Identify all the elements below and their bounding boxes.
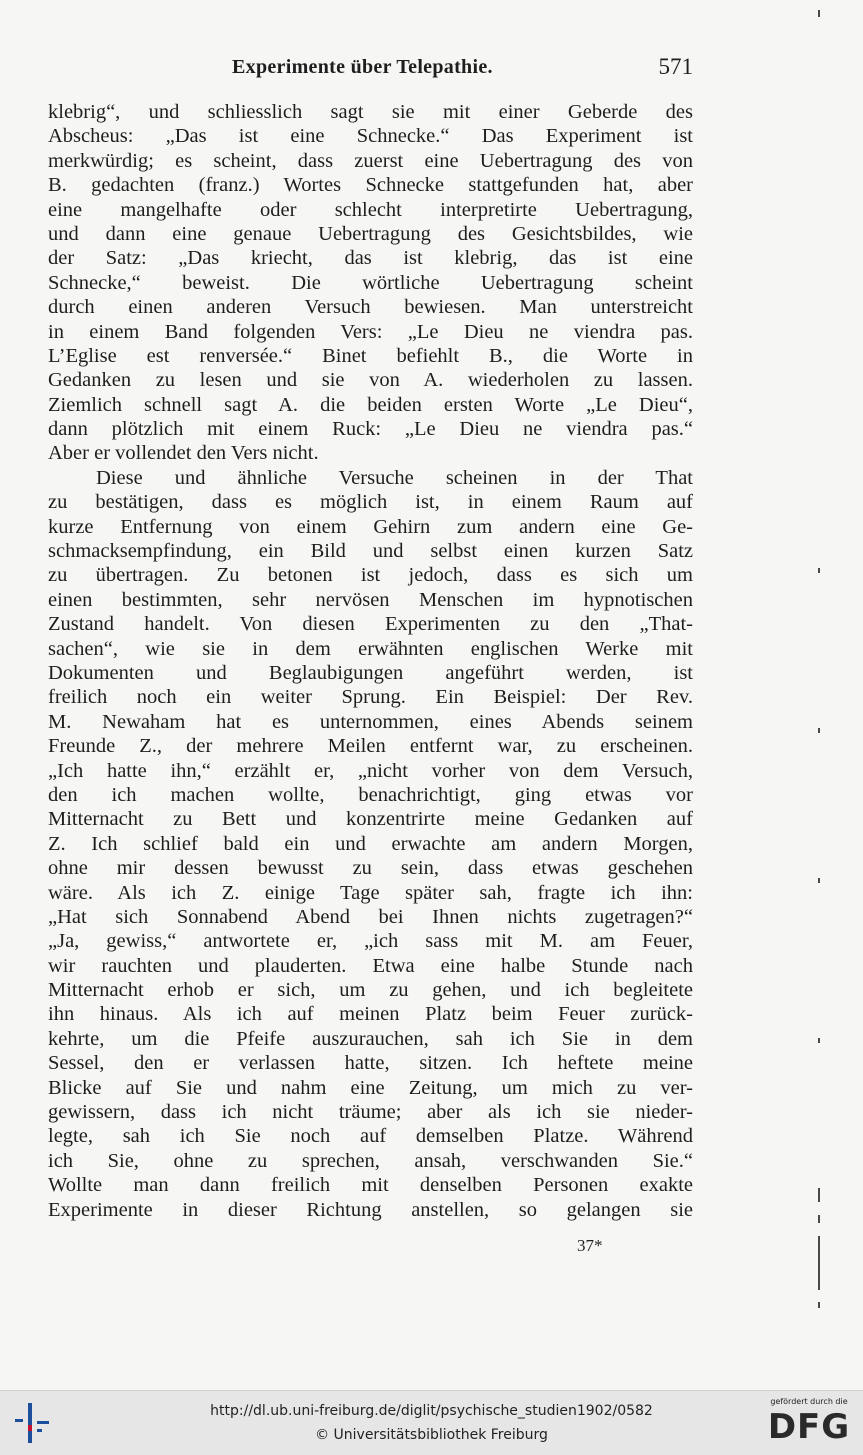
margin-mark: [818, 1188, 820, 1202]
signature-mark: 37*: [577, 1236, 603, 1255]
text-line: sachen“, wie sie in dem erwähnten englischen Werke mit: [48, 637, 693, 660]
text-line: Schnecke,“ beweist. Die wörtliche Uebertragung scheint: [48, 271, 693, 294]
margin-mark: [818, 1038, 820, 1043]
text-line: freilich noch ein weiter Sprung. Ein Beispiel: Der Rev.: [48, 686, 693, 709]
dfg-logo: [760, 1397, 858, 1451]
dfg-logo-text: DFG: [767, 1407, 851, 1447]
text-line: schmacksempfindung, ein Bild und selbst einen kurzen Satz: [48, 540, 693, 563]
text-line: Aber er vollendet den Vers nicht.: [48, 442, 319, 465]
running-title: Experimente über Telepathie.: [232, 56, 493, 78]
text-line: Dokumenten und Beglaubigungen angeführt werden, ist: [48, 661, 693, 684]
text-line: kehrte, um die Pfeife auszurauchen, sah ich Sie in dem: [48, 1027, 693, 1050]
text-line: Mitternacht erhob er sich, um zu gehen, und ich begleitete: [48, 979, 693, 1002]
text-line: M. Newaham hat es unternommen, eines Abends seinem: [48, 710, 693, 733]
margin-mark: [818, 728, 820, 733]
text-line: zu bestätigen, dass es möglich ist, in einem Raum auf: [48, 491, 693, 514]
text-line: ich Sie, ohne zu sprechen, ansah, verschwanden Sie.“: [48, 1149, 693, 1172]
text-line: L’Eglise est renversée.“ Binet befiehlt B., die Worte in: [48, 344, 693, 367]
margin-mark: [818, 878, 820, 883]
text-line: den ich machen wollte, benachrichtigt, ging etwas vor: [48, 783, 693, 806]
text-line: kurze Entfernung von einem Gehirn zum andern eine Ge-: [48, 515, 693, 538]
text-line: klebrig“, und schliesslich sagt sie mit einer Geberde des: [48, 101, 693, 123]
margin-mark: [818, 10, 820, 17]
text-line: „Ja, gewiss,“ antwortete er, „ich sass mit M. am Feuer,: [48, 930, 693, 953]
text-line: dann plötzlich mit einem Ruck: „Le Dieu ne viendra pas.“: [48, 418, 693, 441]
text-line: wäre. Als ich Z. einige Tage später sah, fragte ich ihn:: [48, 881, 693, 904]
page-number: 571: [658, 54, 693, 79]
text-line: Blicke auf Sie und nahm eine Zeitung, um mich zu ver-: [48, 1076, 693, 1099]
text-line: Abscheus: „Das ist eine Schnecke.“ Das Experiment ist: [48, 125, 693, 148]
text-line: der Satz: „Das kriecht, das ist klebrig, das ist eine: [48, 247, 693, 270]
text-line: merkwürdig; es scheint, dass zuerst eine Uebertragung des von: [48, 149, 693, 172]
text-line: Zustand handelt. Von diesen Experimenten zu den „That-: [48, 613, 693, 636]
text-line: legte, sah ich Sie noch auf demselben Platze. Während: [48, 1125, 693, 1148]
text-line: „Ich hatte ihn,“ erzählt er, „nicht vorher von dem Versuch,: [48, 759, 693, 782]
text-line: Gedanken zu lesen und sie von A. wiederholen zu lassen.: [48, 369, 693, 392]
margin-mark: [818, 568, 820, 573]
page-header: [48, 56, 693, 86]
text-line: ohne mir dessen bewusst zu sein, dass etwas geschehen: [48, 857, 693, 880]
text-line: Z. Ich schlief bald ein und erwachte am andern Morgen,: [48, 832, 693, 855]
text-line: Sessel, den er verlassen hatte, sitzen. Ich heftete meine: [48, 1052, 693, 1075]
text-line: zu übertragen. Zu betonen ist jedoch, dass es sich um: [48, 564, 693, 587]
text-line: und dann eine genaue Uebertragung des Gesichtsbildes, wie: [48, 222, 693, 245]
text-line: Mitternacht zu Bett und konzentrirte meine Gedanken auf: [48, 808, 693, 831]
university-library-logo-icon: [12, 1397, 54, 1449]
copyright-notice: © Universitätsbibliothek Freiburg: [315, 1427, 548, 1443]
margin-mark: [818, 1302, 820, 1308]
text-line: wir rauchten und plauderten. Etwa eine halbe Stunde nach: [48, 954, 693, 977]
body-text: [48, 100, 693, 1222]
margin-mark: [818, 1215, 820, 1223]
dfg-caption: gefördert durch die: [770, 1397, 848, 1406]
text-line: „Hat sich Sonnabend Abend bei Ihnen nichts zugetragen?“: [48, 905, 693, 928]
text-line: Diese und ähnliche Versuche scheinen in der That: [96, 466, 693, 489]
text-line: Wollte man dann freilich mit denselben Personen exakte: [48, 1174, 693, 1197]
text-line: Freunde Z., der mehrere Meilen entfernt war, zu erscheinen.: [48, 735, 693, 758]
text-line: ihn hinaus. Als ich auf meinen Platz beim Feuer zurück-: [48, 1003, 693, 1026]
text-line: durch einen anderen Versuch bewiesen. Man unterstreicht: [48, 296, 693, 319]
margin-mark: [818, 1236, 820, 1290]
text-line: Experimente in dieser Richtung anstellen, so gelangen sie: [48, 1198, 693, 1221]
viewer-footer: [0, 1390, 863, 1455]
document-url-link[interactable]: http://dl.ub.uni-freiburg.de/diglit/psychische_studien1902/0582: [210, 1403, 653, 1419]
text-line: Ziemlich schnell sagt A. die beiden ersten Worte „Le Dieu“,: [48, 393, 693, 416]
text-line: B. gedachten (franz.) Wortes Schnecke stattgefunden hat, aber: [48, 174, 693, 197]
text-line: gewissern, dass ich nicht träume; aber als ich sie nieder-: [48, 1101, 693, 1124]
text-line: eine mangelhafte oder schlecht interpretirte Uebertragung,: [48, 198, 693, 221]
text-line: einen bestimmten, sehr nervösen Menschen im hypnotischen: [48, 588, 693, 611]
text-line: in einem Band folgenden Vers: „Le Dieu ne viendra pas.: [48, 320, 693, 343]
